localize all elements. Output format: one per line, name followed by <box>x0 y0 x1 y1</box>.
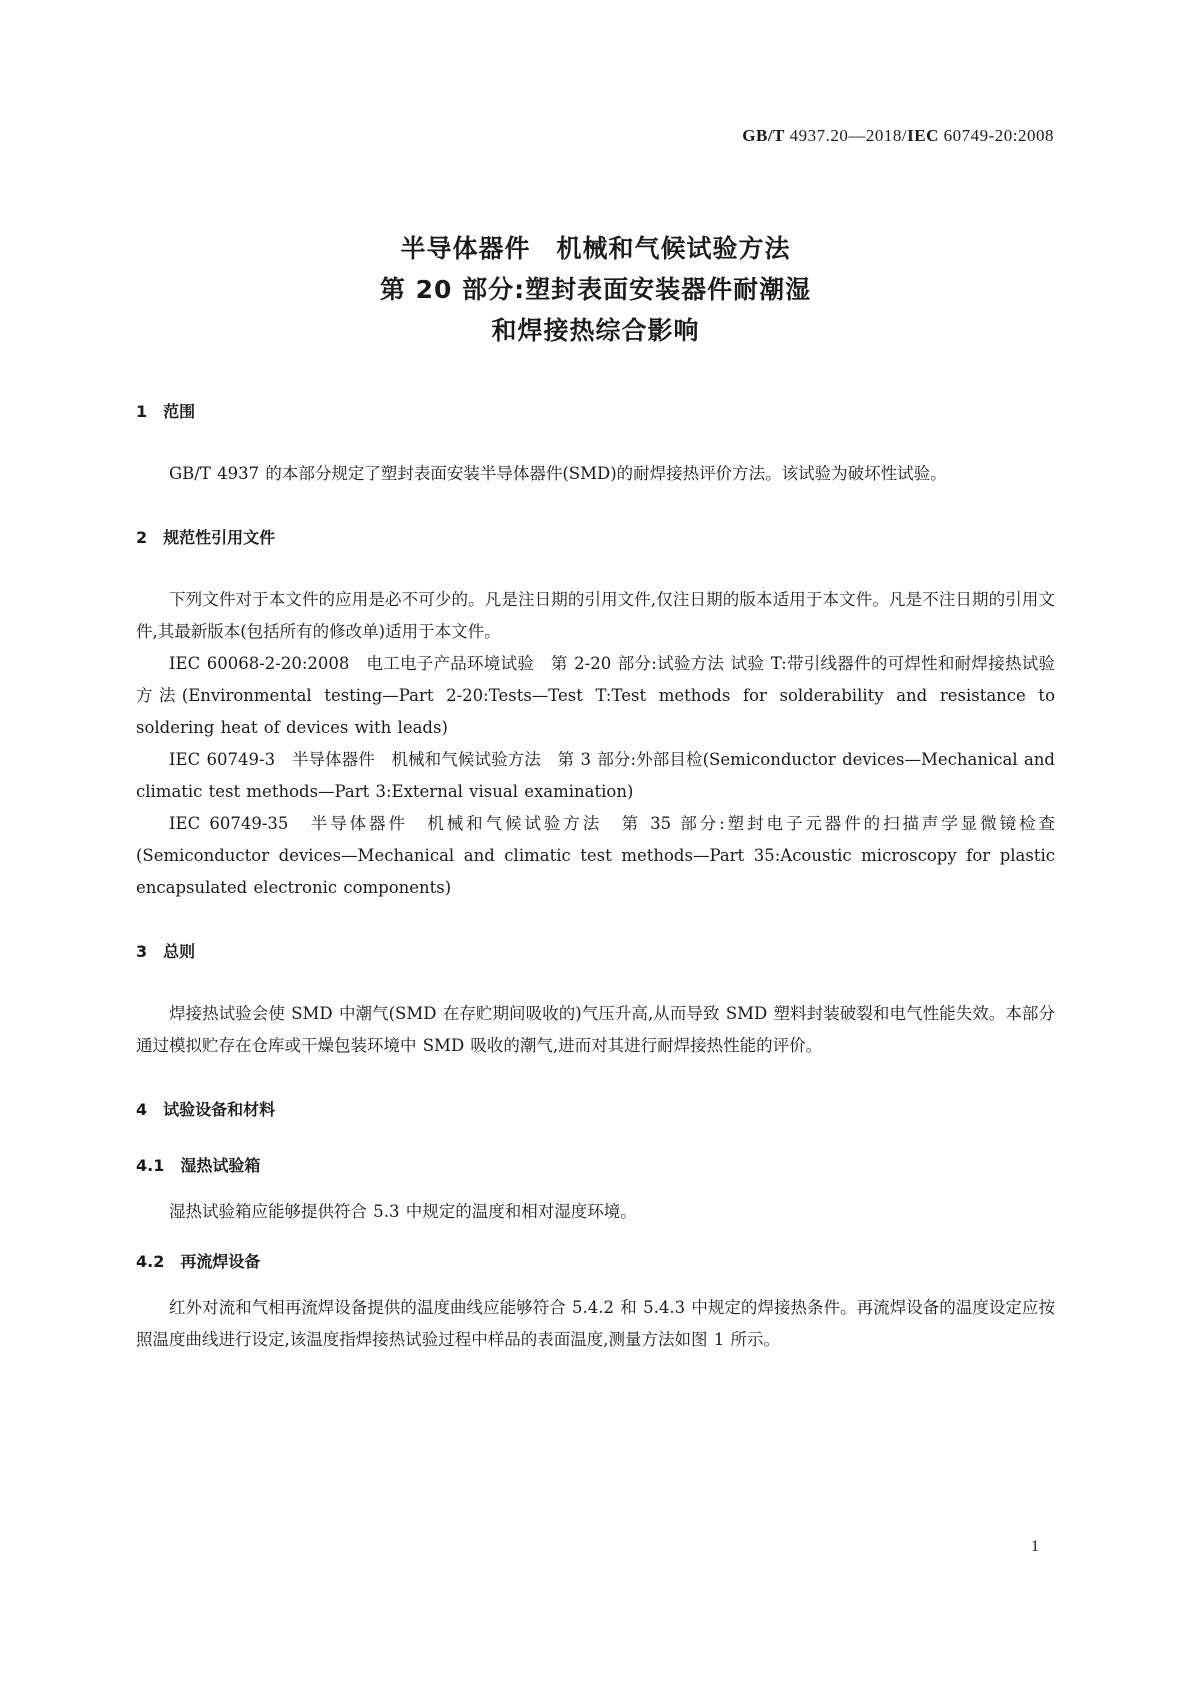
std-prefix: GB/T <box>742 126 785 145</box>
title-line-3: 和焊接热综合影响 <box>491 316 700 345</box>
reference-iec-60749-3: IEC 60749-3 半导体器件 机械和气候试验方法 第 3 部分:外部目检(Semiconductor devices—Mechanical and climatic test methods—Part 3:External visual examination) <box>136 750 1055 801</box>
page-number: 1 <box>1031 1538 1039 1555</box>
std-number: 4937.20—2018/ <box>784 126 908 145</box>
section-4-heading: 4 试验设备和材料 <box>136 1100 276 1119</box>
title-line-2: 第 20 部分:塑封表面安装器件耐潮湿 <box>379 275 812 304</box>
section-4-2-heading: 4.2 再流焊设备 <box>136 1252 261 1271</box>
section-2-heading: 2 规范性引用文件 <box>136 528 276 547</box>
iec-prefix: IEC <box>907 126 939 145</box>
section-4-1-heading: 4.1 湿热试验箱 <box>136 1156 261 1175</box>
section-3-heading: 3 总则 <box>136 942 196 961</box>
section-4-1-paragraph: 湿热试验箱应能够提供符合 5.3 中规定的温度和相对湿度环境。 <box>169 1202 637 1221</box>
document-title <box>0 228 1191 351</box>
section-2-paragraph-1: 下列文件对于本文件的应用是必不可少的。凡是注日期的引用文件,仅注日期的版本适用于本文件。凡是不注日期的引用文件,其最新版本(包括所有的修改单)适用于本文件。 <box>136 590 1055 641</box>
title-line-1: 半导体器件 机械和气候试验方法 <box>400 234 791 263</box>
iec-number: 60749-20:2008 <box>938 126 1054 145</box>
section-3-paragraph: 焊接热试验会使 SMD 中潮气(SMD 在存贮期间吸收的)气压升高,从而导致 SMD 塑料封装破裂和电气性能失效。本部分通过模拟贮存在仓库或干燥包装环境中 SMD 吸收的潮气,进而对其进行耐焊接热性能的评价。 <box>136 1004 1055 1055</box>
section-1-heading: 1 范围 <box>136 402 196 421</box>
reference-iec-60068-2-20: IEC 60068-2-20:2008 电工电子产品环境试验 第 2-20 部分:试验方法 试验 T:带引线器件的可焊性和耐焊接热试验方法(Environmental testing—Part 2-20:Tests—Test T:Test methods for solderability and resistance to soldering heat of devices with leads) <box>136 654 1055 737</box>
document-body <box>136 400 1055 1356</box>
section-4-2-paragraph: 红外对流和气相再流焊设备提供的温度曲线应能够符合 5.4.2 和 5.4.3 中规定的焊接热条件。再流焊设备的温度设定应按照温度曲线进行设定,该温度指焊接热试验过程中样品的表面温度,测量方法如图 1 所示。 <box>136 1298 1055 1349</box>
reference-iec-60749-35: IEC 60749-35 半导体器件 机械和气候试验方法 第 35 部分:塑封电子元器件的扫描声学显微镜检查(Semiconductor devices—Mechanical and climatic test methods—Part 35:Acoustic microscopy for plastic encapsulated electronic components) <box>136 814 1055 897</box>
section-1-paragraph: GB/T 4937 的本部分规定了塑封表面安装半导体器件(SMD)的耐焊接热评价方法。该试验为破坏性试验。 <box>169 464 947 483</box>
standard-identifier <box>742 126 1054 146</box>
